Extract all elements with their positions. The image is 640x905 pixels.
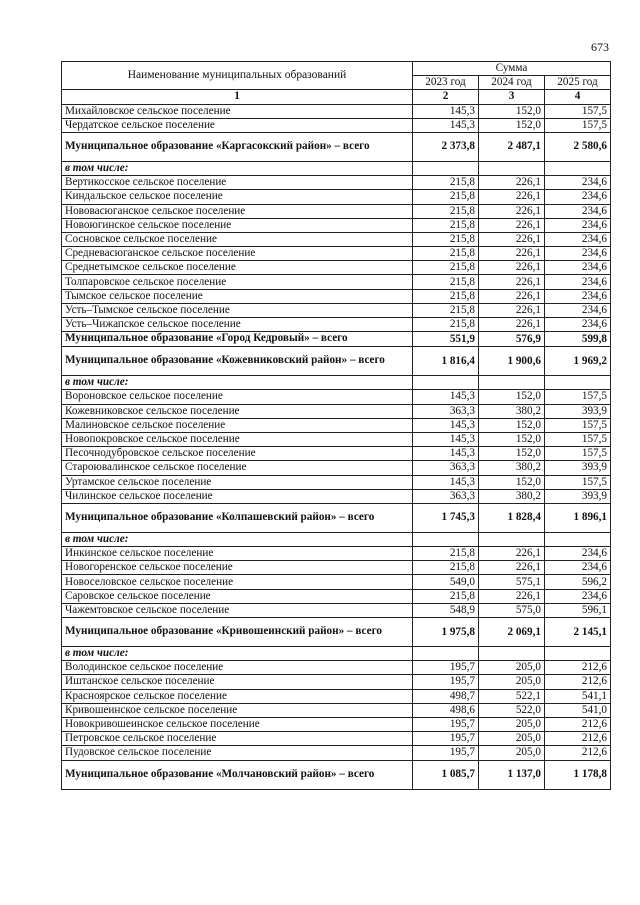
row-value-2024: 152,0 <box>479 118 545 132</box>
row-value-2024 <box>479 376 545 390</box>
row-name: Муниципальное образование «Колпашевский район» – всего <box>62 503 413 532</box>
row-value-2024: 205,0 <box>479 732 545 746</box>
total-row <box>62 503 611 532</box>
row-name: Муниципальное образование «Каргасокский район» – всего <box>62 132 413 161</box>
row-name: Новоселовское сельское поселение <box>62 575 413 589</box>
row-value-2025: 234,6 <box>545 318 611 332</box>
column-number: 4 <box>545 90 611 104</box>
row-value-2023: 363,3 <box>413 404 479 418</box>
row-value-2024: 380,2 <box>479 404 545 418</box>
subheading-row <box>62 161 611 175</box>
row-value-2025: 599,8 <box>545 332 611 347</box>
row-value-2023: 215,8 <box>413 190 479 204</box>
table-row <box>62 303 611 317</box>
row-value-2025 <box>545 532 611 546</box>
column-number: 2 <box>413 90 479 104</box>
row-name: в том числе: <box>62 161 413 175</box>
row-value-2025: 2 145,1 <box>545 618 611 647</box>
row-value-2025: 234,6 <box>545 204 611 218</box>
table-row <box>62 475 611 489</box>
table-body <box>62 104 611 789</box>
row-value-2023: 215,8 <box>413 176 479 190</box>
row-value-2024: 226,1 <box>479 204 545 218</box>
row-value-2024: 522,0 <box>479 703 545 717</box>
table-row <box>62 746 611 760</box>
row-value-2025: 2 580,6 <box>545 132 611 161</box>
table-row <box>62 461 611 475</box>
row-name: Инкинское сельское поселение <box>62 547 413 561</box>
row-name: Песочнодубровское сельское поселение <box>62 447 413 461</box>
row-value-2023: 1 085,7 <box>413 760 479 789</box>
row-name: Красноярское сельское поселение <box>62 689 413 703</box>
row-name: Малиновское сельское поселение <box>62 418 413 432</box>
subheading-row <box>62 647 611 661</box>
row-value-2023: 215,8 <box>413 232 479 246</box>
row-value-2024: 205,0 <box>479 746 545 760</box>
row-value-2023: 145,3 <box>413 104 479 118</box>
row-value-2023: 215,8 <box>413 289 479 303</box>
row-value-2024: 152,0 <box>479 447 545 461</box>
row-value-2023 <box>413 532 479 546</box>
row-value-2024: 1 137,0 <box>479 760 545 789</box>
row-name: Вороновское сельское поселение <box>62 390 413 404</box>
row-value-2023: 498,7 <box>413 689 479 703</box>
row-name: Кривошеинское сельское поселение <box>62 703 413 717</box>
row-name: Муниципальное образование «Молчановский район» – всего <box>62 760 413 789</box>
row-value-2024: 152,0 <box>479 418 545 432</box>
row-value-2025: 157,5 <box>545 418 611 432</box>
row-value-2023: 195,7 <box>413 675 479 689</box>
row-value-2024: 522,1 <box>479 689 545 703</box>
row-value-2025: 157,5 <box>545 118 611 132</box>
row-value-2023: 1 745,3 <box>413 503 479 532</box>
row-value-2025: 157,5 <box>545 104 611 118</box>
row-value-2024: 152,0 <box>479 475 545 489</box>
row-value-2025: 234,6 <box>545 190 611 204</box>
row-value-2023: 195,7 <box>413 746 479 760</box>
row-name: в том числе: <box>62 647 413 661</box>
row-value-2025: 212,6 <box>545 717 611 731</box>
row-name: Чердатское сельское поселение <box>62 118 413 132</box>
row-value-2023: 548,9 <box>413 603 479 617</box>
row-value-2024: 1 900,6 <box>479 347 545 376</box>
header-sum-column: Сумма <box>413 62 611 76</box>
row-value-2025: 1 896,1 <box>545 503 611 532</box>
table-row <box>62 318 611 332</box>
row-value-2023: 1 975,8 <box>413 618 479 647</box>
row-value-2025: 596,1 <box>545 603 611 617</box>
row-value-2023: 215,8 <box>413 204 479 218</box>
row-value-2025: 234,6 <box>545 218 611 232</box>
row-name: Киндальское сельское поселение <box>62 190 413 204</box>
row-value-2024: 226,1 <box>479 218 545 232</box>
row-value-2024: 380,2 <box>479 461 545 475</box>
row-value-2023: 145,3 <box>413 418 479 432</box>
row-name: Муниципальное образование «Город Кедровый» – всего <box>62 332 413 347</box>
row-value-2023: 145,3 <box>413 447 479 461</box>
row-value-2025: 393,9 <box>545 461 611 475</box>
row-value-2025: 393,9 <box>545 404 611 418</box>
row-value-2024: 226,1 <box>479 547 545 561</box>
row-value-2024: 380,2 <box>479 489 545 503</box>
table-row <box>62 689 611 703</box>
row-value-2024: 205,0 <box>479 675 545 689</box>
column-number: 3 <box>479 90 545 104</box>
row-value-2024: 152,0 <box>479 390 545 404</box>
row-name: Михайловское сельское поселение <box>62 104 413 118</box>
row-value-2025: 212,6 <box>545 661 611 675</box>
table-row <box>62 190 611 204</box>
row-value-2025: 157,5 <box>545 475 611 489</box>
row-name: Толпаровское сельское поселение <box>62 275 413 289</box>
row-value-2024: 226,1 <box>479 247 545 261</box>
total-row <box>62 760 611 789</box>
row-value-2023: 215,8 <box>413 303 479 317</box>
table-row <box>62 218 611 232</box>
column-numbers-row <box>62 90 611 104</box>
row-value-2023: 215,8 <box>413 247 479 261</box>
row-name: Иштанское сельское поселение <box>62 675 413 689</box>
row-value-2024: 226,1 <box>479 289 545 303</box>
row-name: Новопокровское сельское поселение <box>62 432 413 446</box>
page-number: 673 <box>591 40 609 54</box>
row-value-2025 <box>545 376 611 390</box>
row-value-2023: 145,3 <box>413 118 479 132</box>
row-value-2024: 226,1 <box>479 176 545 190</box>
row-value-2025: 234,6 <box>545 232 611 246</box>
row-name: Средневасюганское сельское поселение <box>62 247 413 261</box>
row-value-2023 <box>413 376 479 390</box>
row-value-2023: 1 816,4 <box>413 347 479 376</box>
row-value-2025: 234,6 <box>545 561 611 575</box>
row-value-2023: 215,8 <box>413 547 479 561</box>
row-value-2025: 393,9 <box>545 489 611 503</box>
table-row <box>62 204 611 218</box>
row-name: Муниципальное образование «Кожевниковский район» – всего <box>62 347 413 376</box>
row-value-2023: 498,6 <box>413 703 479 717</box>
table-row <box>62 176 611 190</box>
row-value-2023: 215,8 <box>413 275 479 289</box>
row-value-2024: 205,0 <box>479 661 545 675</box>
row-value-2024: 152,0 <box>479 104 545 118</box>
row-value-2025: 212,6 <box>545 746 611 760</box>
row-value-2024: 226,1 <box>479 318 545 332</box>
row-name: Чилинское сельское поселение <box>62 489 413 503</box>
budget-table <box>61 61 611 790</box>
row-value-2025: 1 969,2 <box>545 347 611 376</box>
row-value-2024: 226,1 <box>479 232 545 246</box>
row-name: Среднетымское сельское поселение <box>62 261 413 275</box>
row-value-2023: 549,0 <box>413 575 479 589</box>
row-value-2024: 575,1 <box>479 575 545 589</box>
row-value-2025: 234,6 <box>545 589 611 603</box>
row-value-2025: 234,6 <box>545 303 611 317</box>
table-row <box>62 589 611 603</box>
table-row <box>62 675 611 689</box>
row-name: Староювалинское сельское поселение <box>62 461 413 475</box>
row-value-2024: 576,9 <box>479 332 545 347</box>
table-row <box>62 390 611 404</box>
row-value-2024: 205,0 <box>479 717 545 731</box>
row-name: Саровское сельское поселение <box>62 589 413 603</box>
row-value-2025: 234,6 <box>545 547 611 561</box>
row-value-2024: 575,0 <box>479 603 545 617</box>
table-row <box>62 418 611 432</box>
row-value-2024 <box>479 161 545 175</box>
row-value-2025: 234,6 <box>545 176 611 190</box>
row-value-2023: 215,8 <box>413 561 479 575</box>
subheading-row <box>62 532 611 546</box>
row-value-2025: 212,6 <box>545 732 611 746</box>
row-name: Новоюгинское сельское поселение <box>62 218 413 232</box>
table-row <box>62 603 611 617</box>
row-value-2025: 212,6 <box>545 675 611 689</box>
row-name: Муниципальное образование «Кривошеинский район» – всего <box>62 618 413 647</box>
table-row <box>62 732 611 746</box>
row-name: Володинское сельское поселение <box>62 661 413 675</box>
row-value-2024: 226,1 <box>479 190 545 204</box>
row-value-2023: 145,3 <box>413 390 479 404</box>
row-value-2023 <box>413 647 479 661</box>
row-value-2024: 152,0 <box>479 432 545 446</box>
row-value-2024: 1 828,4 <box>479 503 545 532</box>
column-number: 1 <box>62 90 413 104</box>
table-row <box>62 547 611 561</box>
total-row <box>62 618 611 647</box>
table-row <box>62 489 611 503</box>
row-value-2023: 195,7 <box>413 661 479 675</box>
table-row <box>62 404 611 418</box>
row-value-2025: 1 178,8 <box>545 760 611 789</box>
table-row <box>62 575 611 589</box>
table-row <box>62 275 611 289</box>
row-value-2025: 157,5 <box>545 390 611 404</box>
subheading-row <box>62 376 611 390</box>
row-value-2024: 2 069,1 <box>479 618 545 647</box>
row-name: Новокривошеинское сельское поселение <box>62 717 413 731</box>
row-value-2023: 215,8 <box>413 218 479 232</box>
row-value-2025: 541,1 <box>545 689 611 703</box>
row-name: Чажемтовское сельское поселение <box>62 603 413 617</box>
table-row <box>62 432 611 446</box>
row-value-2025: 234,6 <box>545 289 611 303</box>
row-value-2025: 157,5 <box>545 432 611 446</box>
row-value-2025: 234,6 <box>545 247 611 261</box>
row-name: Петровское сельское поселение <box>62 732 413 746</box>
row-value-2023: 195,7 <box>413 717 479 731</box>
row-value-2023: 215,8 <box>413 589 479 603</box>
row-value-2025 <box>545 161 611 175</box>
row-value-2023: 145,3 <box>413 432 479 446</box>
row-value-2023: 363,3 <box>413 461 479 475</box>
table-row <box>62 261 611 275</box>
row-value-2023: 363,3 <box>413 489 479 503</box>
table-row <box>62 232 611 246</box>
header-year: 2025 год <box>545 76 611 90</box>
table-row <box>62 447 611 461</box>
row-value-2025: 234,6 <box>545 261 611 275</box>
row-value-2025: 596,2 <box>545 575 611 589</box>
row-name: Сосновское сельское поселение <box>62 232 413 246</box>
table-row <box>62 289 611 303</box>
row-value-2025 <box>545 647 611 661</box>
row-value-2025: 157,5 <box>545 447 611 461</box>
table-header <box>62 62 611 105</box>
table-row <box>62 717 611 731</box>
row-value-2023: 2 373,8 <box>413 132 479 161</box>
row-value-2024 <box>479 532 545 546</box>
row-value-2023: 215,8 <box>413 318 479 332</box>
row-name: Уртамское сельское поселение <box>62 475 413 489</box>
row-value-2024 <box>479 647 545 661</box>
row-value-2025: 541,0 <box>545 703 611 717</box>
table-row <box>62 247 611 261</box>
table-row <box>62 118 611 132</box>
table-row <box>62 104 611 118</box>
header-name-column: Наименование муниципальных образований <box>62 62 413 90</box>
row-value-2024: 2 487,1 <box>479 132 545 161</box>
table-row <box>62 703 611 717</box>
row-value-2024: 226,1 <box>479 261 545 275</box>
row-name: в том числе: <box>62 376 413 390</box>
row-value-2025: 234,6 <box>545 275 611 289</box>
total-row <box>62 332 611 347</box>
row-value-2024: 226,1 <box>479 589 545 603</box>
row-name: Вертикосское сельское поселение <box>62 176 413 190</box>
row-value-2023: 195,7 <box>413 732 479 746</box>
row-value-2023: 551,9 <box>413 332 479 347</box>
row-value-2023: 215,8 <box>413 261 479 275</box>
row-value-2023 <box>413 161 479 175</box>
table-row <box>62 561 611 575</box>
row-value-2024: 226,1 <box>479 561 545 575</box>
row-name: Пудовское сельское поселение <box>62 746 413 760</box>
row-value-2024: 226,1 <box>479 275 545 289</box>
row-name: Новогоренское сельское поселение <box>62 561 413 575</box>
row-name: Тымское сельское поселение <box>62 289 413 303</box>
table-row <box>62 661 611 675</box>
row-name: в том числе: <box>62 532 413 546</box>
row-name: Кожевниковское сельское поселение <box>62 404 413 418</box>
row-name: Нововасюганское сельское поселение <box>62 204 413 218</box>
row-value-2023: 145,3 <box>413 475 479 489</box>
header-year: 2024 год <box>479 76 545 90</box>
row-value-2024: 226,1 <box>479 303 545 317</box>
header-year: 2023 год <box>413 76 479 90</box>
row-name: Усть–Тымское сельское поселение <box>62 303 413 317</box>
row-name: Усть–Чижапское сельское поселение <box>62 318 413 332</box>
total-row <box>62 347 611 376</box>
total-row <box>62 132 611 161</box>
